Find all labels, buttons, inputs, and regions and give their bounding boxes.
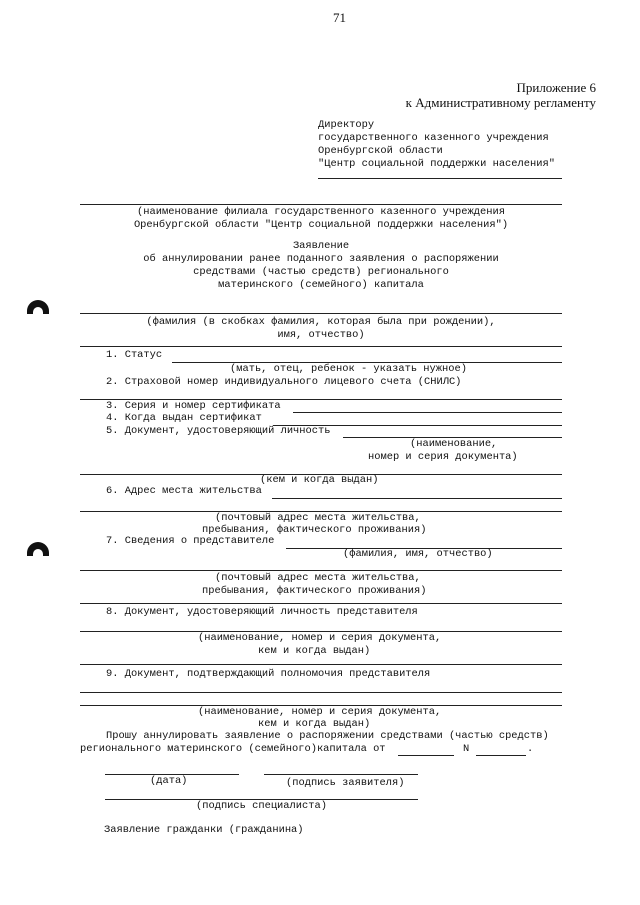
- branch-caption-1: (наименование филиала государственного казенного учреждения: [137, 206, 505, 218]
- representative-address-caption-2: пребывания, фактического проживания): [202, 585, 427, 597]
- request-number-sign: N: [463, 743, 470, 755]
- representative-address-caption-1: (почтовый адрес места жительства,: [215, 572, 421, 584]
- full-name-caption-2: имя, отчество): [277, 329, 365, 341]
- authority-document-caption-2: кем и когда выдан): [258, 718, 371, 730]
- document-heading-2: об аннулировании ранее поданного заявления о распоряжении: [143, 253, 499, 265]
- request-number-line[interactable]: [476, 755, 526, 756]
- full-name-caption-1: (фамилия (в скобках фамилия, которая была при рождении),: [146, 316, 496, 328]
- branch-name-line[interactable]: [80, 204, 562, 205]
- address-caption-2: пребывания, фактического проживания): [202, 524, 427, 536]
- representative-address-line[interactable]: [80, 570, 562, 571]
- snils-label: 2. Страховой номер индивидуального лицевого счета (СНИЛС): [106, 376, 462, 388]
- full-name-extra-line[interactable]: [80, 346, 562, 347]
- certificate-series-input-line[interactable]: [293, 412, 562, 413]
- representative-document-caption-2: кем и когда выдан): [258, 645, 371, 657]
- representative-label: 7. Сведения о представителе: [106, 535, 275, 547]
- appendix-subtitle: к Административному регламенту: [405, 95, 596, 110]
- representative-document-line-2[interactable]: [80, 664, 562, 665]
- request-text-2: регионального материнского (семейного)капитала от: [80, 743, 386, 755]
- page-number: 71: [333, 10, 346, 25]
- footer-text: Заявление гражданки (гражданина): [104, 824, 304, 836]
- request-period: .: [527, 743, 534, 755]
- request-date-line[interactable]: [398, 755, 454, 756]
- date-caption: (дата): [150, 775, 188, 787]
- representative-caption: (фамилия, имя, отчество): [343, 548, 493, 560]
- address-input-line[interactable]: [272, 498, 562, 499]
- representative-document-label: 8. Документ, удостоверяющий личность представителя: [106, 606, 418, 618]
- representative-document-caption-1: (наименование, номер и серия документа,: [198, 632, 442, 644]
- identity-document-caption-2: номер и серия документа): [368, 451, 518, 463]
- authority-document-line[interactable]: [80, 692, 562, 693]
- appendix-title: Приложение 6: [516, 80, 596, 95]
- applicant-signature-line[interactable]: [264, 774, 418, 775]
- addressee-line-1: Директору: [318, 119, 375, 131]
- full-name-line[interactable]: [80, 313, 562, 314]
- applicant-signature-caption: (подпись заявителя): [286, 777, 405, 789]
- punch-hole-mark: [27, 300, 49, 314]
- identity-document-label: 5. Документ, удостоверяющий личность: [106, 425, 331, 437]
- addressee-line-2: государственного казенного учреждения: [318, 132, 549, 144]
- addressee-line-4: "Центр социальной поддержки населения": [318, 158, 555, 170]
- address-caption-1: (почтовый адрес места жительства,: [215, 512, 421, 524]
- document-heading-4: материнского (семейного) капитала: [218, 279, 424, 291]
- certificate-date-label: 4. Когда выдан сертификат: [106, 412, 262, 424]
- authority-document-label: 9. Документ, подтверждающий полномочия представителя: [106, 668, 431, 680]
- branch-caption-2: Оренбургской области "Центр социальной поддержки населения"): [133, 219, 509, 231]
- document-heading-3: средствами (частью средств) регионального: [193, 266, 449, 278]
- addressee-line-3: Оренбургской области: [318, 145, 443, 157]
- authority-document-caption-1: (наименование, номер и серия документа,: [198, 706, 442, 718]
- identity-document-caption-1: (наименование,: [410, 438, 498, 450]
- address-label: 6. Адрес места жительства: [106, 485, 262, 497]
- certificate-series-label: 3. Серия и номер сертификата: [106, 400, 281, 412]
- specialist-signature-caption: (подпись специалиста): [196, 800, 327, 812]
- request-text-1: Прошу аннулировать заявление о распоряжении средствами (частью средств): [106, 730, 549, 742]
- addressee-blank-line[interactable]: [318, 178, 562, 179]
- punch-hole-mark: [27, 542, 49, 556]
- representative-address-line-2[interactable]: [80, 603, 562, 604]
- document-title: Заявление: [292, 240, 350, 252]
- identity-issued-caption: (кем и когда выдан): [260, 474, 379, 486]
- status-caption: (мать, отец, ребенок - указать нужное): [230, 363, 467, 375]
- status-label: 1. Статус: [106, 349, 163, 361]
